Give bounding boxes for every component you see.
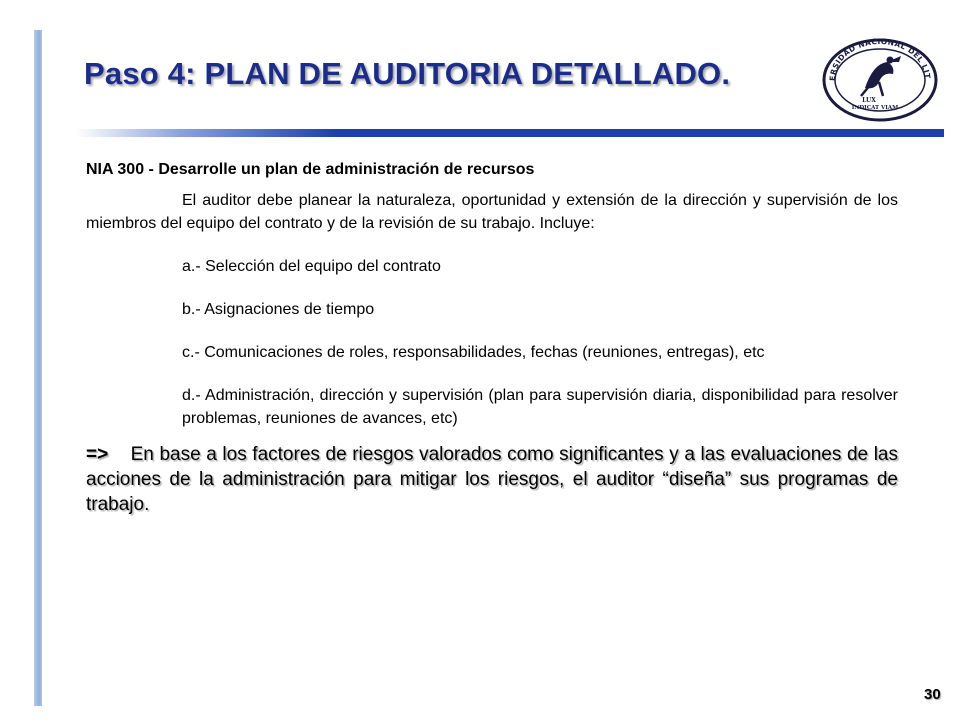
- intro-paragraph: El auditor debe planear la naturaleza, oportunidad y extensión de la dirección y supervisión de los miembros del equipo del contrato y de la revisión de su trabajo. Incluye:: [86, 192, 898, 232]
- university-seal-logo: [821, 38, 939, 122]
- list-item: b.- Asignaciones de tiempo: [182, 301, 375, 318]
- arrow-marker: =>: [86, 444, 109, 465]
- svg-text:UNIVERSIDAD NACIONAL DEL LITOR: ERSIDAD NACIONAL DEL LIT: [827, 38, 933, 82]
- list-item: d.- Administración, dirección y supervisión (plan para supervisión diaria, disponibilidad para resolver problemas, reuniones de avances, etc): [182, 387, 898, 427]
- svg-text:LUX: LUX: [862, 97, 876, 104]
- list-item: c.- Comunicaciones de roles, responsabilidades, fechas (reuniones, entregas), etc: [182, 344, 765, 361]
- page-number: 30: [924, 686, 941, 703]
- title-underline-rule: [76, 129, 944, 137]
- slide-title: Paso 4: PLAN DE AUDITORIA DETALLADO.: [84, 56, 731, 91]
- list-item: a.- Selección del equipo del contrato: [182, 258, 441, 275]
- section-heading: NIA 300 - Desarrolle un plan de administración de recursos: [86, 161, 535, 178]
- slide-body: [86, 158, 898, 517]
- conclusion-text: En base a los factores de riesgos valorados como significantes y a las evaluaciones de las acciones de la administración para mitigar los riesgos, el auditor “diseña” sus programas de trabajo.: [86, 444, 898, 515]
- conclusion-paragraph: [86, 442, 898, 517]
- left-accent-bar: [34, 30, 42, 706]
- svg-text:INDICAT VIAM: INDICAT VIAM: [851, 105, 899, 111]
